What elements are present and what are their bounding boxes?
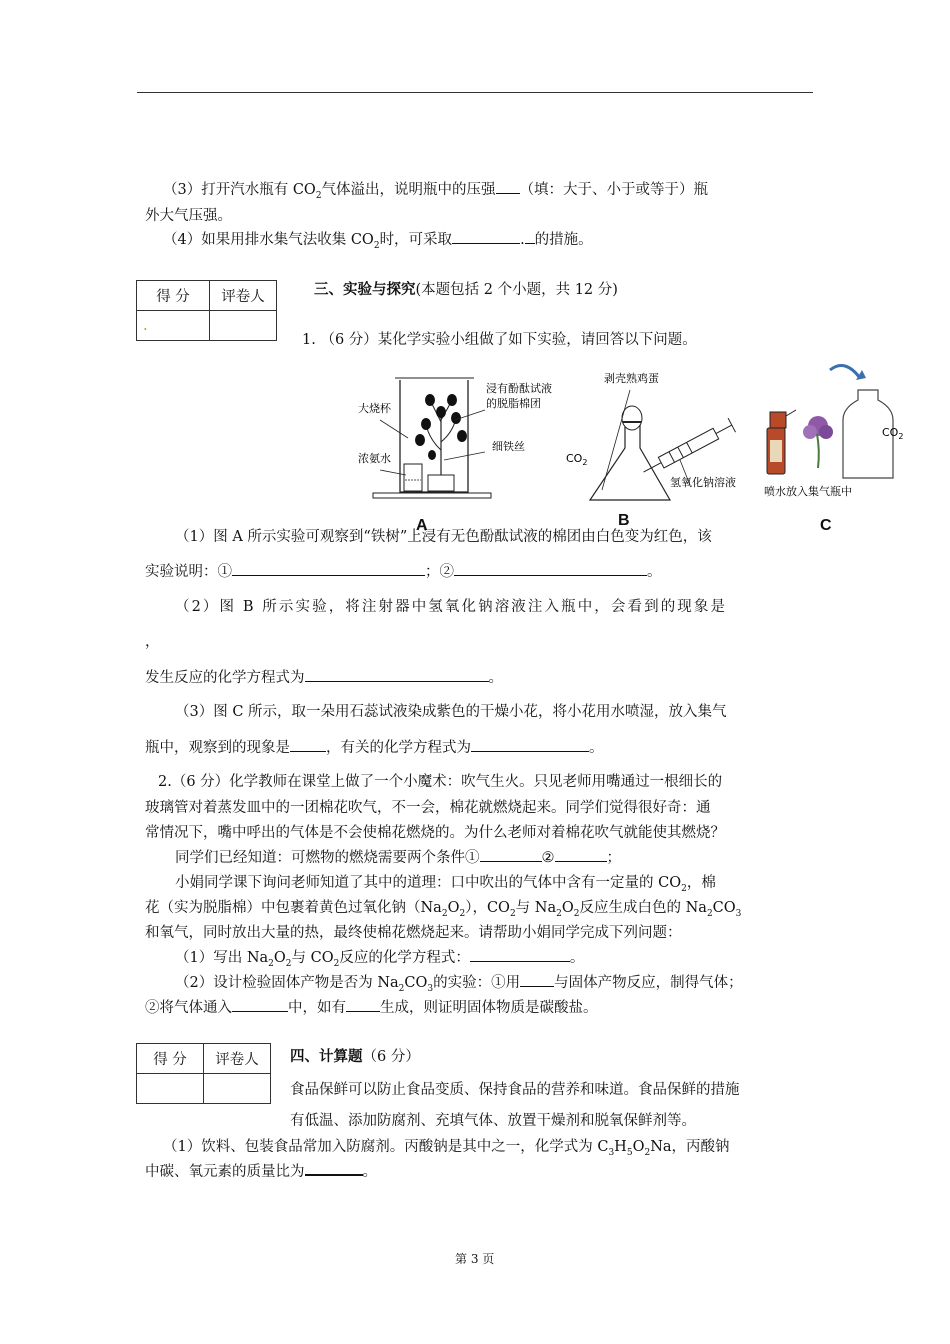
score-table-2	[136, 1043, 271, 1104]
answer-blank[interactable]	[496, 179, 520, 194]
figure-a	[358, 378, 552, 498]
q1-intro: 1. （6 分）某化学实验小组做了如下实验，请回答以下问题。	[302, 332, 697, 348]
q-prev-part4: （4）如果用排水集气法收集 $CO_2$时，可采取 . 的措施。	[163, 228, 593, 251]
label-co2-b: $CO_2$	[566, 452, 588, 467]
figure-label-a: A	[416, 517, 428, 534]
q2-line7: 和氧气，同时放出大量的热，最终使棉花燃烧起来。请帮助小娟同学完成下列问题：	[145, 925, 682, 941]
answer-blank[interactable]	[555, 847, 607, 862]
answer-blank[interactable]	[290, 737, 326, 752]
label-co2-c: $CO_2$	[882, 426, 904, 441]
answer-blank[interactable]	[480, 847, 542, 862]
q1-part3-text: （3）图 C 所示，取一朵用石蕊试液染成紫色的干燥小花，将小花用水喷湿，放入集气	[175, 704, 727, 720]
grader-cell[interactable]	[204, 1074, 271, 1104]
q1-part3-answer: 瓶中，观察到的现象是 ，有关的化学方程式为 。	[145, 736, 604, 757]
score-header: 得 分	[137, 1044, 204, 1074]
figure-label-b: B	[618, 512, 630, 529]
q1-part2-equation: 发生反应的化学方程式为 。	[145, 666, 503, 687]
label-naoh: 氢氧化钠溶液	[670, 476, 736, 489]
q1-part1-answer: 实验说明：① ；② 。	[145, 560, 662, 581]
header-rule	[137, 92, 813, 93]
score-cell[interactable]: .	[137, 311, 210, 341]
answer-blank[interactable]	[525, 229, 535, 244]
q1-part2-text: （2）图 B 所示实验，将注射器中氢氧化钠溶液注入瓶中，会看到的现象是	[175, 599, 728, 615]
label-cotton-2: 的脱脂棉团	[486, 397, 541, 410]
answer-blank[interactable]	[520, 972, 554, 987]
q-prev-part3-cont: 外大气压强。	[145, 208, 232, 224]
answer-blank[interactable]	[232, 997, 288, 1012]
q-prev-part3: （3）打开汽水瓶有 $CO_2$气体溢出，说明瓶中的压强 （填：大于、小于或等于）瓶	[163, 178, 708, 201]
section4-para1: 食品保鲜可以防止食品变质、保持食品的营养和味道。食品保鲜的措施	[290, 1082, 740, 1098]
q2-line3: 常情况下，嘴中呼出的气体是不会使棉花燃烧的。为什么老师对着棉花吹气就能使其燃烧？	[145, 825, 725, 841]
figure-c	[764, 366, 903, 499]
grader-header: 评卷人	[204, 1044, 271, 1074]
answer-blank[interactable]	[305, 667, 489, 682]
figure-label-c: C	[820, 517, 832, 534]
q2-line5: 小娟同学课下询问老师知道了其中的道理：口中吹出的气体中含有一定量的 $CO_2$，棉	[175, 875, 716, 894]
section4-para2: 有低温、添加防腐剂、充填气体、放置干燥剂和脱氧保鲜剂等。	[290, 1113, 696, 1129]
q2-line2: 玻璃管对着蒸发皿中的一团棉花吹气，不一会，棉花就燃烧起来。同学们觉得很好奇：通	[145, 800, 711, 816]
q2-line6: 花（实为脱脂棉）中包裹着黄色过氧化钠$(Na_2O_2)$，$CO_2$与 $Na_2O_2$反应生成白色的 $Na_2CO_3$	[145, 900, 742, 919]
answer-blank[interactable]	[452, 229, 520, 244]
section4-heading: 四、计算题（6 分）	[290, 1048, 420, 1065]
score-header: 得 分	[137, 281, 210, 311]
section4-q1-cont: 中碳、氧元素的质量比为 。	[145, 1160, 377, 1181]
label-egg: 剥壳熟鸡蛋	[604, 372, 659, 385]
q2-line10: ②将气体通入 中，如有 生成，则证明固体物质是碳酸盐。	[145, 996, 598, 1017]
answer-blank[interactable]	[470, 947, 570, 962]
label-spray-caption: 喷水放入集气瓶中	[764, 485, 852, 498]
answer-blank[interactable]	[305, 1160, 363, 1176]
label-beaker: 大烧杯	[358, 402, 391, 415]
answer-blank[interactable]	[471, 737, 589, 752]
figure-b	[566, 371, 736, 500]
label-iron-wire: 细铁丝	[492, 440, 525, 453]
score-cell[interactable]	[137, 1074, 204, 1104]
q2-line4: 同学们已经知道：可燃物的燃烧需要两个条件① ② ；	[175, 846, 621, 867]
experiment-figure	[340, 360, 920, 540]
q2-line8: （1）写出 $Na_2O_2$与 $CO_2$反应的化学方程式： 。	[175, 946, 584, 969]
section4-q1: （1）饮料、包装食品常加入防腐剂。丙酸钠是其中之一，化学式为 $C_3H_5O_2Na$，丙酸钠	[163, 1139, 730, 1158]
label-cotton-1: 浸有酚酞试液	[486, 382, 552, 395]
label-ammonia: 浓氨水	[358, 452, 391, 465]
score-table	[136, 280, 277, 341]
page-number: 第 3 页	[455, 1252, 495, 1266]
answer-blank[interactable]	[346, 997, 380, 1012]
section3-heading: 三、实验与探究(本题包括 2 个小题，共 12 分)	[314, 281, 618, 298]
q1-part1-text: （1）图 A 所示实验可观察到“铁树”上浸有无色酚酞试液的棉团由白色变为红色，该	[175, 529, 712, 545]
grader-cell[interactable]	[210, 311, 277, 341]
q1-part2-comma: ，	[145, 634, 160, 650]
q2-line9: （2）设计检验固体产物是否为 $Na_2CO_3$的实验：①用 与固体产物反应，制得气体；	[175, 971, 743, 994]
q2-line1: 2.（6 分）化学教师在课堂上做了一个小魔术：吹气生火。只见老师用嘴通过一根细长的	[158, 774, 723, 790]
answer-blank[interactable]	[454, 561, 647, 576]
grader-header: 评卷人	[210, 281, 277, 311]
answer-blank[interactable]	[232, 561, 425, 576]
